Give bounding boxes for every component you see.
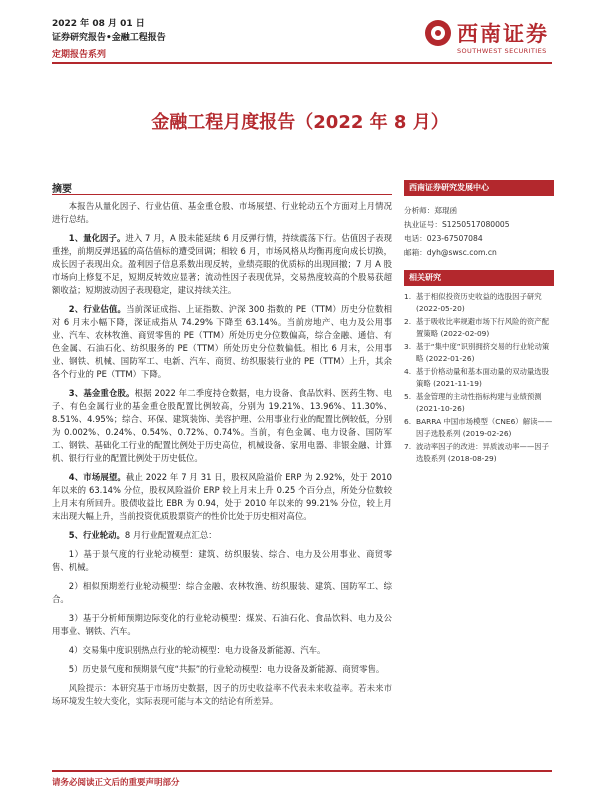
research-center-title: 西南证券研究发展中心 (404, 180, 554, 196)
summary-paragraph: 1）基于景气度的行业轮动模型：建筑、纺织服装、综合、电力及公用事业、商贸零售、机械。 (52, 549, 392, 572)
analyst-name: 分析师：郑琨函 (404, 206, 458, 215)
logo-en: SOUTHWEST SECURITIES (457, 47, 547, 55)
summary-paragraph: 4）交易集中度识别热点行业的轮动模型：电力设备及新能源、汽车。 (68, 645, 326, 655)
analyst-email[interactable]: 邮箱：dyh@swsc.com.cn (404, 248, 497, 257)
related-research-list (404, 291, 554, 464)
risk-warning: 风险提示：本研究基于市场历史数据，因子的历史收益率不代表未来收益率。若未来市场环境发生较大变化，实际表现可能与本文的结论有所差异。 (52, 683, 392, 706)
summary-paragraph: 本报告从量化因子、行业估值、基金重仓股、市场展望、行业轮动五个方面对上月情况进行总结。 (52, 201, 392, 224)
related-item[interactable]: 3. 基于“集中度”识别拥挤交易的行业轮动策略 (2022-01-26) (404, 342, 550, 363)
summary-paragraph: 1、量化因子。进入 7 月，A 股未能延续 6 月反弹行情，持续震荡下行。估值因子表现重挫，前期反弹迅猛的高估值标的遭受回调；相较 6 月，市场风格从均衡再度向成长切换，成长因子表现出众。盈利因子信息系数出现反转，业绩亮眼的优质标的出现回撤；7 月 A 股市场向上修复不足，短期反转效应显著；流动性因子表现优异，交易热度较高的个股易获超额收益；短期波动因子表现稳定，建议持续关注。 (52, 233, 392, 295)
analyst-info (404, 204, 554, 260)
header-rule (52, 62, 552, 64)
report-category: 证券研究报告•金融工程报告 (52, 33, 166, 43)
summary-paragraph: 5、行业轮动。8 月行业配置观点汇总： (68, 530, 217, 540)
summary-paragraph: 2、行业估值。当前深证成指、上证指数、沪深 300 指数的 PE（TTM）历史分位数相对 6 月末小幅下降，深证成指从 74.29% 下降至 63.14%。当前房地产、电力及公用事业、汽车、农林牧渔、商贸零售的 PE（TTM）所处历史分位数偏高，综合金融、通信、有色金属、石油石化、纺织服务的 PE（TTM）所处历史分位数偏低。相比 6 月末，公用事业、钢铁、机械、国防军工、电新、汽车、商贸、纺织服装行业的 PE（TTM）上升，其余各个行业的 PE（TTM）下降。 (52, 304, 392, 379)
analyst-phone: 电话：023-67507084 (404, 234, 483, 243)
related-item[interactable]: 4. 基于价格动量和基本面动量的双动量选股策略 (2021-11-19) (404, 367, 550, 388)
related-research-title: 相关研究 (404, 270, 554, 286)
analyst-license: 执业证号：S1250517080005 (404, 220, 510, 229)
summary-paragraph: 5）历史景气度和预期景气度“共振”的行业轮动模型：电力设备及新能源、商贸零售。 (68, 664, 385, 674)
footer-rule (52, 770, 552, 772)
report-series: 定期报告系列 (52, 50, 107, 60)
related-item[interactable]: 5. 基金管理的主动性指标构建与业绩预测 (2021-10-26) (404, 392, 542, 413)
summary-paragraph: 4、市场展望。截止 2022 年 7 月 31 日，股权风险溢价 ERP 为 2.92%，处于 2010 年以来的 63.14% 分位，股权风险溢价 ERP 较上月末上升 0.25 个百分点，所处分位数较上月末有所回升。股债收益比 EBR 为 0.94，处于 2010 年以来的 99.21% 分位，较上月末出现大幅上升，当前投资优质股票资产的性价比处于历史相对高位。 (52, 472, 392, 521)
footer-disclaimer: 请务必阅读正文后的重要声明部分 (52, 778, 180, 788)
company-logo (425, 14, 565, 60)
logo-cn: 西南证券 (457, 21, 549, 46)
related-item[interactable]: 1. 基于相似投资历史收益的选股因子研究 (2022-05-20) (404, 292, 542, 313)
summary-paragraph: 3、基金重仓股。根据 2022 年二季度持仓数据，电力设备、食品饮料、医药生物、电子、有色金属行业的基金重仓股配置比例较高，分别为 19.21%、13.96%、11.30%、8.51%、4.95%；综合、环保、建筑装饰、美容护理、公用事业行业的配置比例较低，分别为 0.002%、0.24%、0.54%、0.72%、0.74%。当前，有色金属、电力设备、国防军工、钢铁、基础化工行业的配置比例处于历史高位，机械设备、家用电器、非银金融、计算机、银行行业的配置比例处于历史低位。 (52, 388, 392, 463)
report-date: 2022 年 08 月 01 日 (52, 19, 145, 29)
summary-paragraph: 2）相似预期差行业轮动模型：综合金融、农林牧渔、纺织服装、建筑、国防军工、综合。 (52, 581, 392, 604)
summary-rule (52, 194, 392, 195)
related-item[interactable]: 6. BARRA 中国市场模型（CNE6）解读——因子选股系列 (2019-02-26) (404, 417, 553, 438)
summary-paragraph: 3）基于分析师预期边际变化的行业轮动模型：煤炭、石油石化、食品饮料、电力及公用事业、钢铁、汽车。 (52, 613, 392, 636)
summary-heading: 摘要 (52, 184, 72, 195)
related-item[interactable]: 2. 基于吸收比率规避市场下行风险的资产配置策略 (2022-02-09) (404, 317, 550, 338)
logo-emblem-icon (425, 20, 451, 46)
summary-body (52, 200, 392, 760)
page-title: 金融工程月度报告（2022 年 8 月） (151, 112, 449, 133)
sidebar (404, 180, 554, 466)
related-item[interactable]: 7. 波动率因子的改进：异质波动率——因子选股系列 (2018-08-29) (404, 442, 550, 463)
